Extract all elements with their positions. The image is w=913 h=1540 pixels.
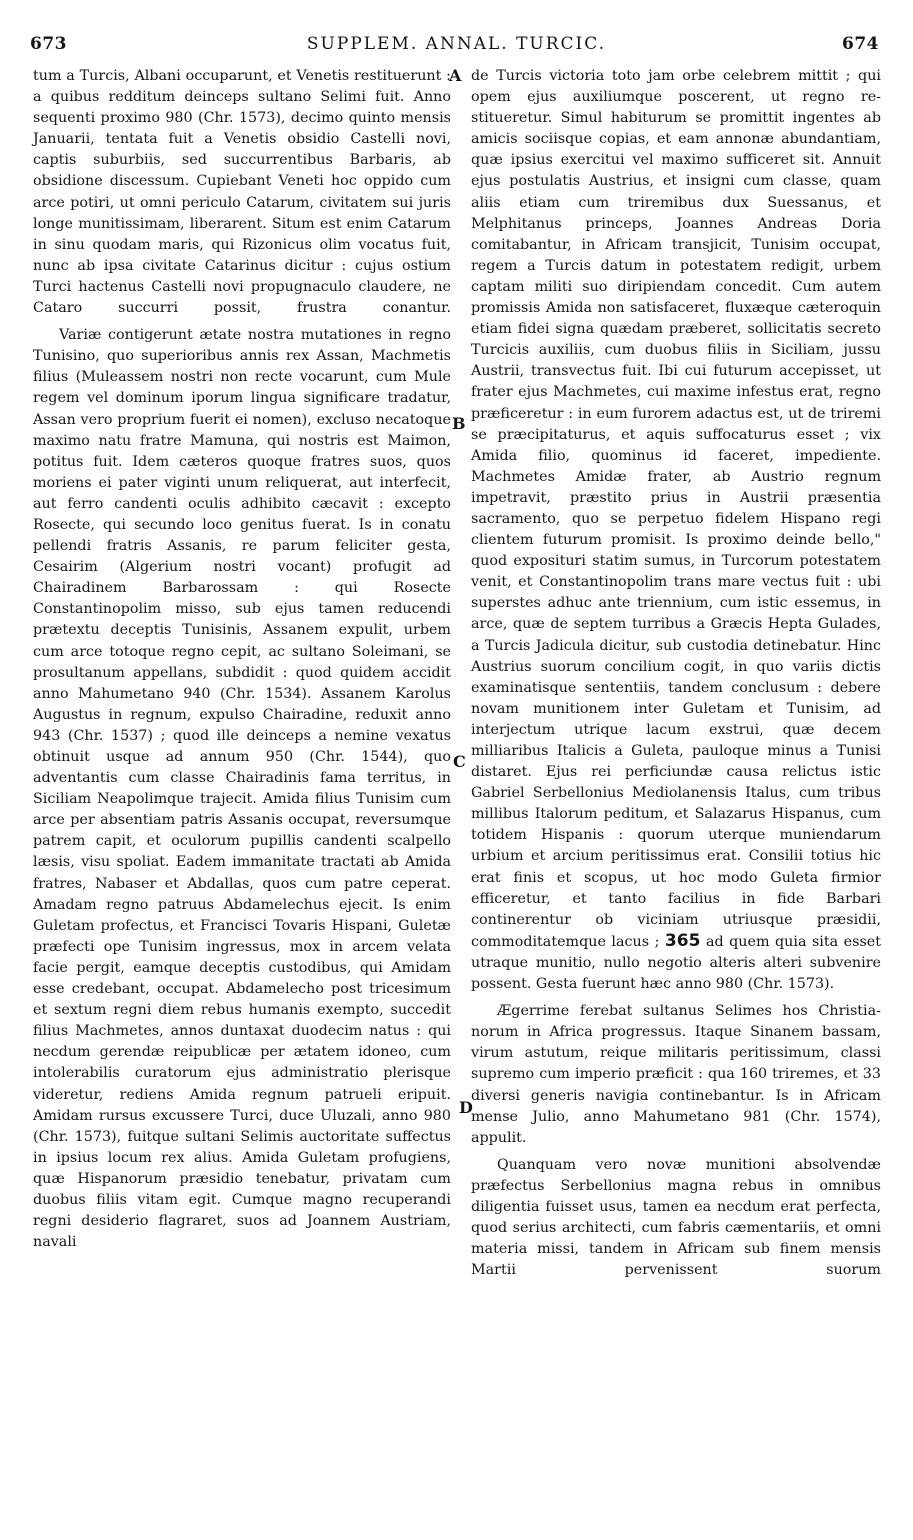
right-paragraph-3: Quanquam vero novæ munitioni absolvendæ præfectus Serbellonius magna rebus in omnibus diligentia fuisset usus, tamen ea necdum erat perfecta, quod serius architecti, cum fabris cæmentariis, et omni materia missi, tandem in Africam sub finem mensis Martii pervenissent suorum (471, 1156, 881, 1279)
margin-letter-c: C (453, 752, 466, 771)
page-header (0, 0, 913, 62)
left-paragraph-1: tum a Turcis, Albani occuparunt, et Venetis restituerunt : a quibus redditum deinceps sultano Selimi fuit. Anno sequenti proximo 980 (Chr. 1573), decimo quinto mensis Januarii, tentata fuit a Venetis obsidio Castelli novi, captis suburbiis, sed succurrentibus Barbaris, ab obsidione discessum. Cupiebant Veneti hoc oppido cum arce potiri, ut omni periculo Catarum, civitatem sui juris longe munitissimam, liberarent. Situm est enim Catarum in sinu quodam maris, qui Rizonicus olim vocatus fuit, nunc ab ipsa civitate Catarinus dicitur : cujus ostium Turci hactenus Castelli novi propugnaculo claudere, ne Cataro succurri possit, frustra conantur. (33, 68, 451, 317)
left-column (33, 66, 451, 1253)
margin-letter-d: D (459, 1098, 473, 1117)
page-number-left: 673 (30, 34, 67, 54)
left-paragraph-2: Variæ contigerunt ætate nostra mutationes in regno Tunisino, quo superioribus annis rex Assan, Machmetis filius (Muleassem nostri non recte vocarunt, cum Mule regem vel dominum iporum lingua significare tradatur, Assan vero proprium fuerit ei nomen), excluso necatoque maximo natu fratre Mamuna, qui nostris est Maimon, potitus fuit. Idem cæteros quoque fratres suos, quos moriens ei pater viginti unum reliquerat, aut interfecit, aut ferro candenti oculis adhibito cæcavit : excepto Rosecte, qui secundo loco genitus fuerat. Is in conatu pellendi fratris Assanis, re parum feliciter gesta, Cesairim (Algerium nostri vocant) profugit ad Chairadinem Barbarossam : qui Rosecte Constantinopolim misso, sub ejus tamen reducendi prætextu deceptis Tunisinis, Assanem expulit, urbem cum arce totoque regno cepit, ac sultano Soleimani, se prosultanum appellans, subdidit : quod quidem accidit anno Mahumetano 940 (Chr. 1534). Assanem Karolus Augustus in regnum, expulso Chairadine, reduxit anno 943 (Chr. 1537) ; quod ille deinceps a nemine vexatus obtinuit usque ad annum 950 (Chr. 1544), quo adventantis cum classe Chairadinis fama territus, in Siciliam Neapolimque trajecit. Amida filius Tunisim cum arce per absentiam patris Assanis occupat, reversumque patrem capit, et oculorum pupillis candenti scalpello læsis, visu spoliat. Eadem immanitate tractati ab Amida fratres, Nabaser et Abdallas, quos cum patre ceperat. Amadam regno patruus Abdamelechus ejecit. Is enim Guletam profectus, et Francisci Tovaris Hispani, Guletæ præfecti ope Tunisim ingressus, mox in arcem velata facie pergit, eamque deceptis custodibus, qui Amidam esse credebant, occupat. Abdamelecho post tricesimum et sextum regni diem rebus humanis exempto, succedit filius Machmetes, annos duntaxat duodecim natus : qui necdum gerendæ reipublicæ per ætatem idoneo, cum intolerabilis curatorum ejus administratio plerisque videretur, rediens Amida regnum patrueli eripuit. Amidam rursus excussere Turci, duce Uluzali, anno 980 (Chr. 1573), fuitque sultani Selimis auctoritate suffectus in ipsius locum rex alius. Amida Guletam profugiens, quæ Hispanorum præsidio tenebatur, privatam cum duobus filiis vitam egit. Cumque magno recuperandi regni desiderio flagraret, suos ad Joannem Austriam, navali (33, 327, 451, 1251)
right-paragraph-1 (471, 66, 881, 995)
right-column (471, 66, 881, 1281)
page-number-right: 674 (842, 34, 879, 54)
right-paragraph-1-text: de Turcis victoria toto jam orbe celebrem mittit ; qui opem ejus auxiliumque poscerent, ut regno restitueretur. Simul habiturum se promittit ingentes ab amicis sociisque copias, et eam annonæ abundantiam, quæ ipsius exercitui vel maximo sufficeret sit. Annuit ejus postulatis Austrius, et insigni cum classe, quam aliis etiam cum triremibus dux Suessanus, et Melphitanus princeps, Joannes Andreas Doria comitabantur, in Africam transjicit, Tunisim occupat, regem a Turcis datum in potestatem redigit, urbem captam militi suo diripiendam concedit. Cum autem promissis Amida non satisfaceret, fluxæque cæteroquin etiam fidei signa quædam præberet, sollicitatis secreto Turcicis auxiliis, cum duobus filiis in Siciliam, jussu Austrii, transvectus fuit. Ibi cui futurum accepisset, ut frater ejus Machmetes, cui maxime infestus erat, regno præficeretur : in eum furorem adactus est, ut de triremi se præcipitaturus, et aquis suffocaturus esset ; vix Amida filio, quominus id faceret, impediente. Machmetes Amidæ frater, ab Austrio regnum impetravit, præstito prius in Austrii præsentia sacramento, quo se perpetuo fidelem Hispano regi clientem futurum promisit. Is proximo deinde bello," quod exposituri statim sumus, in Turcorum potestatem venit, et Constantinopolim trans mare vectus fuit : ubi superstes adhuc ante triennium, cum istic essemus, in arce, quæ de septem turribus a Græcis Hepta Gulades, a Turcis Jadicula dicitur, sub custodia detinebatur. Hinc Austrius suorum concilium cogit, in quo variis dictis examinatisque sententiis, tandem conclusum : debere novam munitionem inter Guletam et Tunisim, ad interjectum utrique lacum exstrui, quæ decem milliaribus Italicis a Guleta, pauloque minus a Tunisi distaret. Ejus rei perficiundæ causa relictus istic Gabriel Serbellonius Mediolanensis Italus, cum tribus millibus Italorum peditum, et Salazarus Hispanus, cum totidem Hispanis : quorum uterque muniendarum urbium et arcium peritissimus erat. Consilii totius hic erat finis et scopus, ut hoc modo Guleta firmior efficeretur, et tanto facilius in fide Barbari continerentur ob viciniam utriusque præsidii, commoditatemque lacus ; (471, 68, 881, 950)
margin-letter-a: A (449, 66, 462, 85)
margin-letter-b: B (452, 414, 466, 433)
running-title: SUPPLEM. ANNAL. TURCIC. (306, 34, 607, 54)
right-paragraph-1-end: ad quem quia sita esset utraque munitio, nullo negotio alteris alteri subvenire possent. Gesta fuerunt hæc anno 980 (Chr. 1573). (471, 933, 882, 993)
page-reference-number: 365 (664, 930, 701, 951)
right-paragraph-2: Ægerrime ferebat sultanus Selimes hos Christianorum in Africa progressus. Itaque Sinanem bassam, virum astutum, reique militaris peritissimum, classi supremo cum imperio præficit : qua 160 triremes, et 33 diversi generis navigia continebantur. Is in Africam mense Julio, anno Mahumetano 981 (Chr. 1574), appulit. (471, 1003, 881, 1146)
